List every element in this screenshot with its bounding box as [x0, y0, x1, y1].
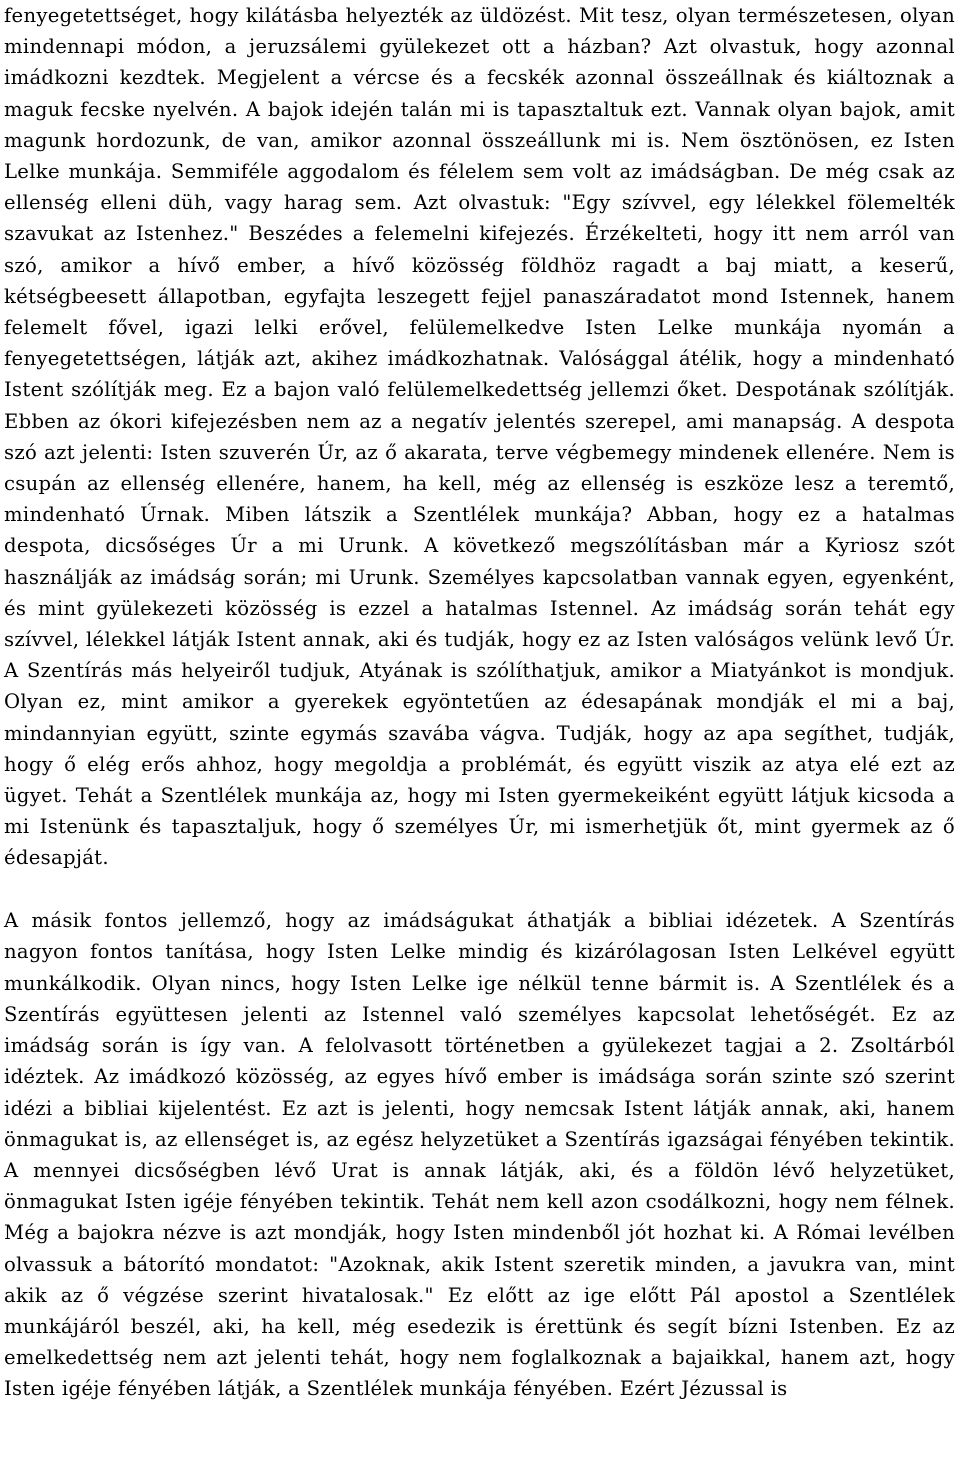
body-paragraph-2: A másik fontos jellemző, hogy az imádságukat áthatják a bibliai idézetek. A Szentírás nagyon fontos tanítása, hogy Isten Lelke mindig és kizárólagosan Isten Lelkével együtt munkálkodik. Olyan nincs, hogy Isten Lelke ige nélkül tenne bármit is. A Szentlélek és a Szentírás együttesen jelenti az Istennel való személyes kapcsolat lehetőségét. Ez az imádság során is így van. A felolvasott történetben a gyülekezet tagjai a 2. Zsoltárból idéztek. Az imádkozó közösség, az egyes hívő ember is imádsága során szinte szó szerint idézi a bibliai kijelentést. Ez azt is jelenti, hogy nemcsak Istent látják annak, aki, hanem önmagukat is, az ellenséget is, az egész helyzetüket a Szentírás igazságai fényében tekintik. A mennyei dicsőségben lévő Urat is annak látják, aki, és a földön lévő helyzetüket, önmagukat Isten igéje fényében tekintik. Tehát nem kell azon csodálkozni, hogy nem félnek. Még a bajokra nézve is azt mondják, hogy Isten mindenből jót hozhat ki. A Római levélben olvassuk a bátorító mondatot: "Azoknak, akik Istent szeretik minden, a javukra van, mint akik az ő végzése szerint hivatalosak." Ez előtt az ige előtt Pál apostol a Szentlélek munkájáról beszél, aki, ha kell, még esedezik is érettünk és segít bízni Istenben. Ez az emelkedettség nem azt jelenti tehát, hogy nem foglalkoznak a bajaikkal, hanem azt, hogy Isten igéje fényében látják, a Szentlélek munkája fényében. Ezért Jézussal is [4, 909, 955, 1401]
body-paragraph-1: fenyegetettséget, hogy kilátásba helyezték az üldözést. Mit tesz, olyan természetesen, olyan mindennapi módon, a jeruzsálemi gyülekezet ott a házban? Azt olvastuk, hogy azonnal imádkozni kezdtek. Megjelent a vércse és a fecskék azonnal összeállnak és kiáltoznak a maguk fecske nyelvén. A bajok idején talán mi is tapasztaltuk ezt. Vannak olyan bajok, amit magunk hordozunk, de van, amikor azonnal összeállunk mi is. Nem ösztönösen, ez Isten Lelke munkája. Semmiféle aggodalom és félelem sem volt az imádságban. De még csak az ellenség elleni düh, vagy harag sem. Azt olvastuk: "Egy szívvel, egy lélekkel fölemelték szavukat az Istenhez." Beszédes a felemelni kifejezés. Érzékelteti, hogy itt nem arról van szó, amikor a hívő ember, a hívő közösség földhöz ragadt a baj miatt, a keserű, kétségbeesett állapotban, egyfajta leszegett fejjel panaszáradatot mond Istennek, hanem felemelt fővel, igazi lelki erővel, felülemelkedve Isten Lelke munkája nyomán a fenyegetettségen, látják azt, akihez imádkozhatnak. Valósággal átélik, hogy a mindenható Istent szólítják meg. Ez a bajon való felülemelkedettség jellemzi őket. Despotának szólítják. Ebben az ókori kifejezésben nem az a negatív jelentés szerepel, ami manapság. A despota szó azt jelenti: Isten szuverén Úr, az ő akarata, terve végbemegy mindenek ellenére. Nem is csupán az ellenség ellenére, hanem, ha kell, még az ellenség is eszköze lesz a teremtő, mindenható Úrnak. Miben látszik a Szentlélek munkája? Abban, hogy ez a hatalmas despota, dicsőséges Úr a mi Urunk. A következő megszólításban már a Kyriosz szót használják az imádság során; mi Urunk. Személyes kapcsolatban vannak egyen, egyenként, és mint gyülekezeti közösség is ezzel a hatalmas Istennel. Az imádság során tehát egy szívvel, lélekkel látják Istent annak, aki és tudják, hogy ez az Isten valóságos velünk levő Úr. A Szentírás más helyeiről tudjuk, Atyának is szólíthatjuk, amikor a Miatyánkot is mondjuk. Olyan ez, mint amikor a gyerekek egyöntetűen az édesapának mondják el mi a baj, mindannyian együtt, szinte egymás szavába vágva. Tudják, hogy az apa segíthet, tudják, hogy ő elég erős ahhoz, hogy megoldja a problémát, és együtt viszik az atya elé ezt az ügyet. Tehát a Szentlélek munkája az, hogy mi Isten gyermekeiként együtt látjuk kicsoda a mi Istenünk és tapasztaljuk, hogy ő személyes Úr, mi ismerhetjük őt, mint gyermek az ő édesapját. [4, 4, 955, 870]
document-page [4, 0, 955, 1405]
